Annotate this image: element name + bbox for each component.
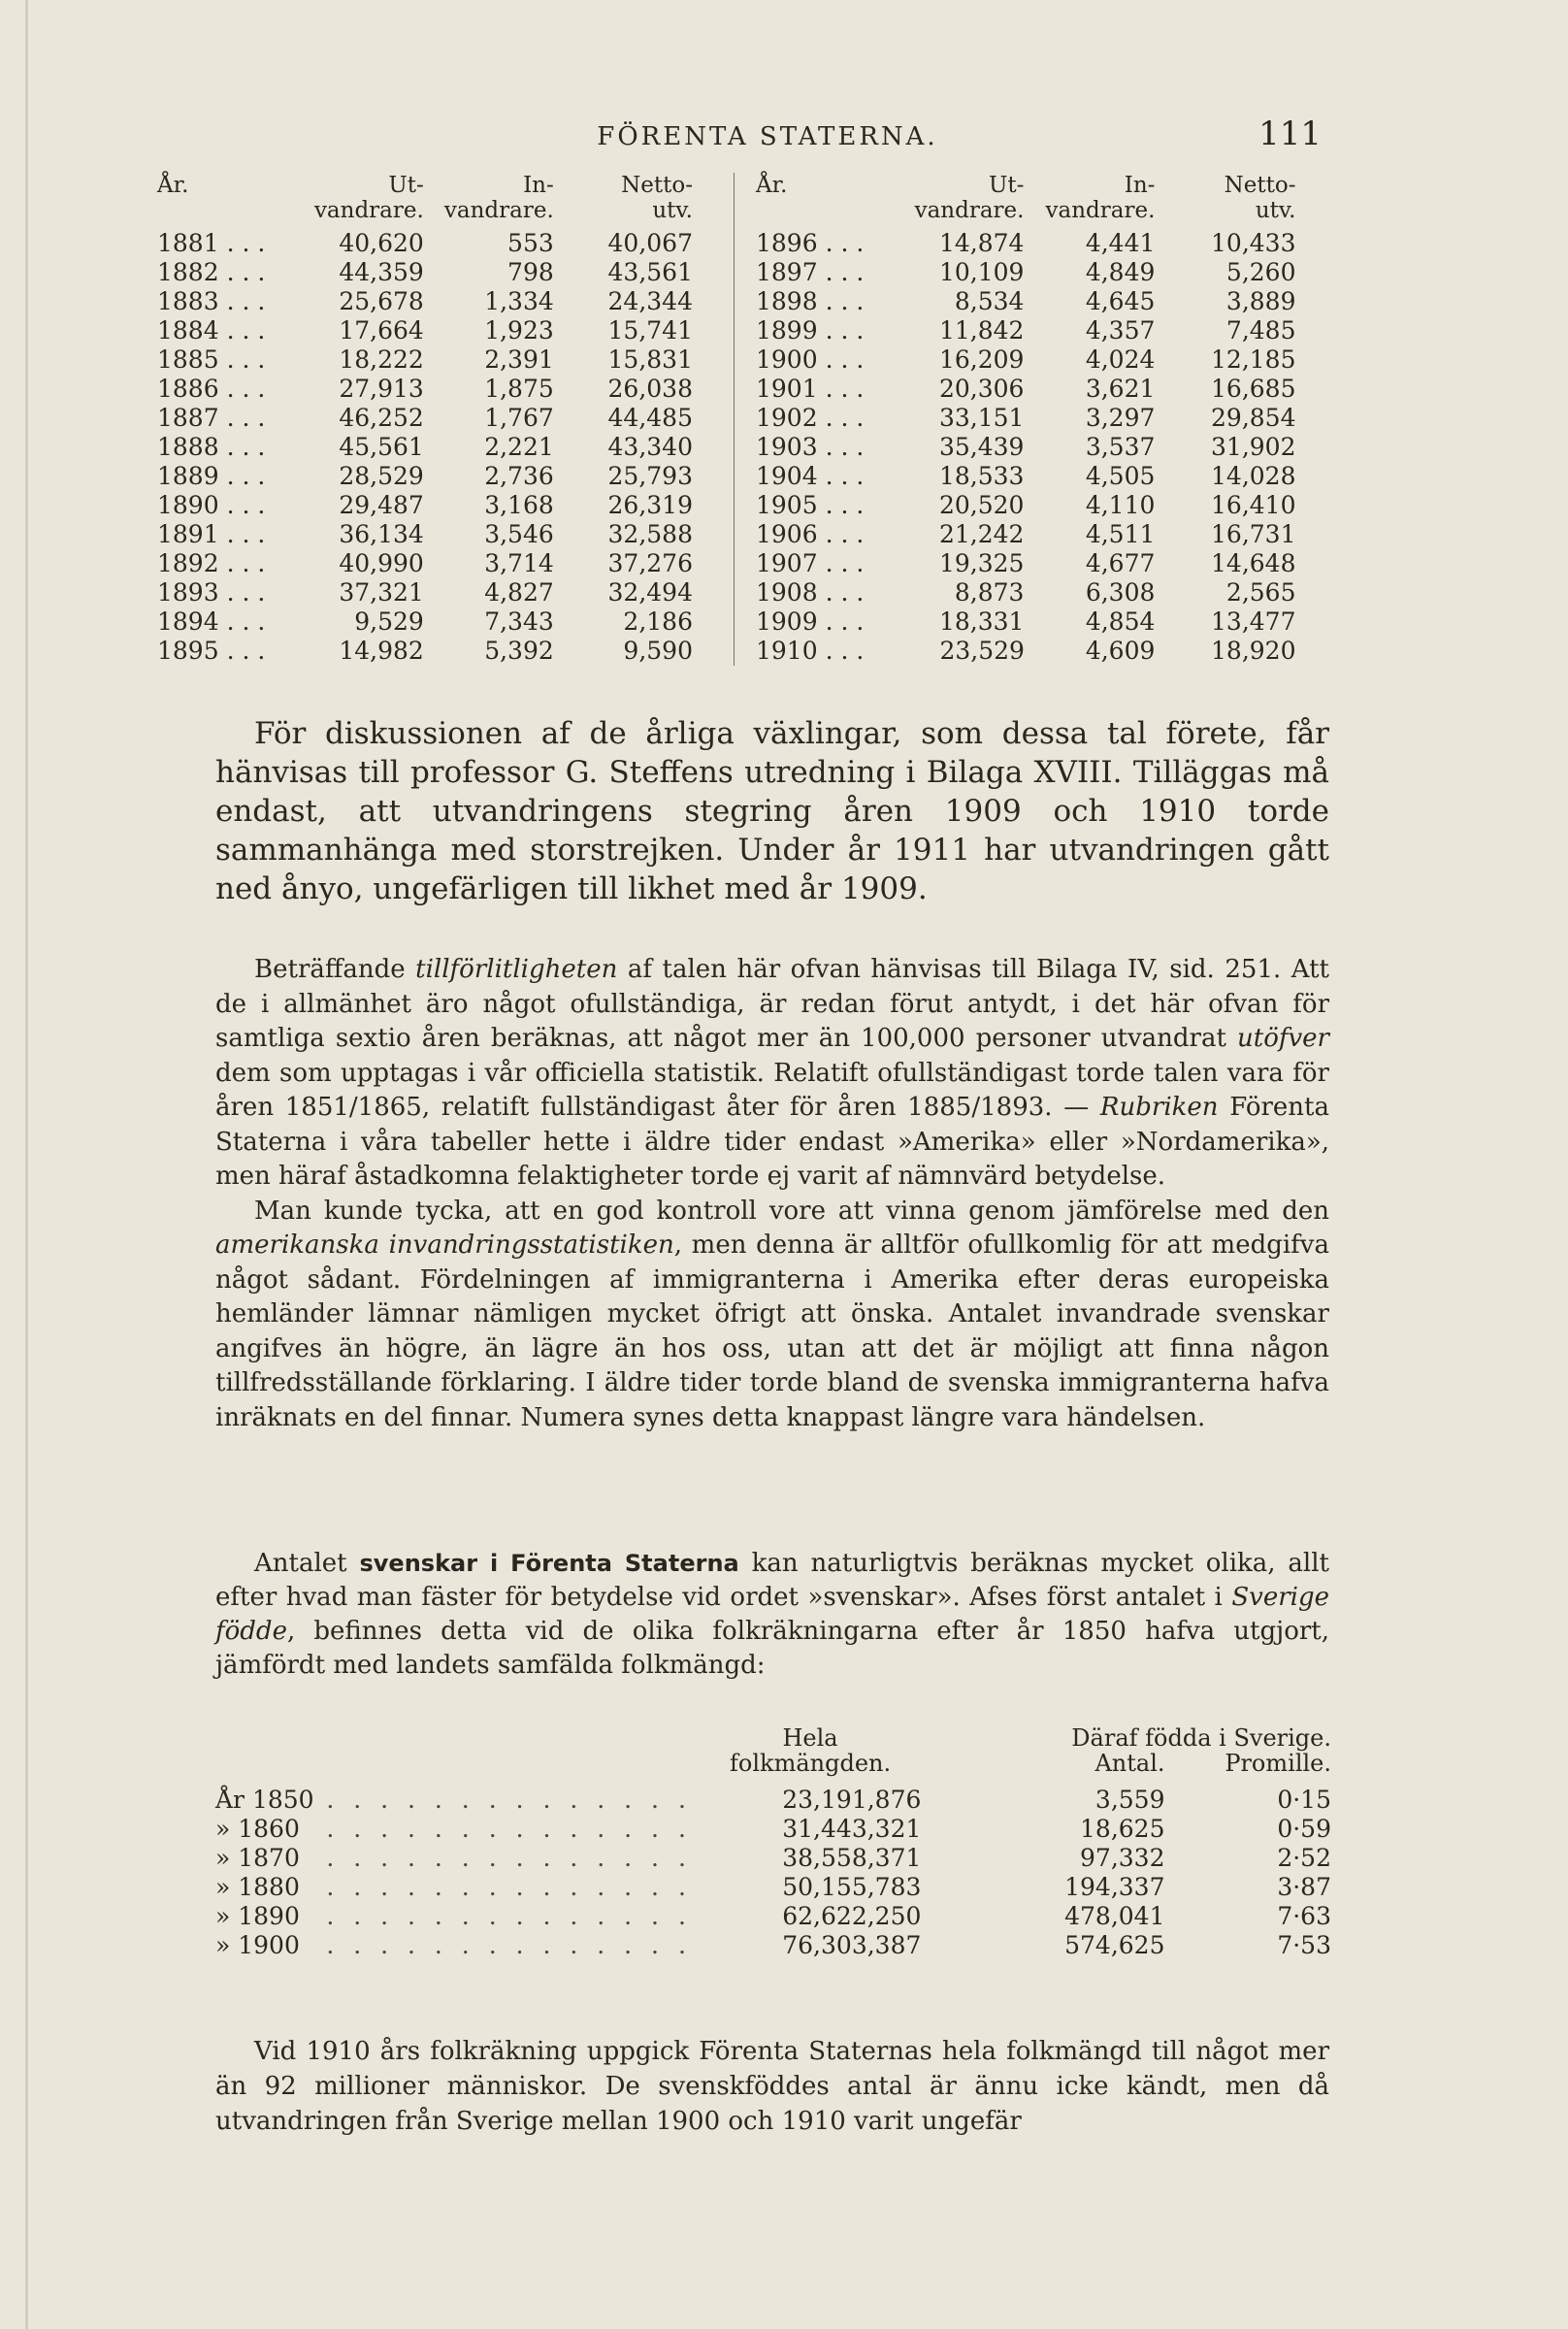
year-cell: 1891 . . . <box>157 520 266 548</box>
year-cell: 1884 . . . <box>157 316 266 344</box>
text-run: Beträffande <box>254 955 416 984</box>
permille-cell: 3·87 <box>1277 1873 1331 1901</box>
born-in-sweden-count-cell: 478,041 <box>1064 1902 1165 1930</box>
immigrants-cell: 4,511 <box>1085 520 1156 548</box>
net-cell: 15,741 <box>607 316 693 344</box>
year-cell: 1896 . . . <box>756 229 865 257</box>
table-row <box>153 404 697 433</box>
header-immigrants: In- vandrare. <box>443 173 554 223</box>
table-row <box>735 404 1300 433</box>
text-run: kan naturligtvis beräknas mycket olika, allt efter hvad man fäster för betydelse vid ordet »svenskar». Afses först antalet i <box>215 1549 1329 1612</box>
year-cell: 1892 . . . <box>157 549 266 577</box>
immigrants-cell: 4,110 <box>1085 491 1156 519</box>
emigrants-cell: 27,913 <box>339 375 424 403</box>
emigrants-cell: 8,534 <box>954 287 1025 315</box>
emigrants-cell: 35,439 <box>938 433 1025 461</box>
emigrants-cell: 16,209 <box>938 345 1025 374</box>
leader-dots: . . . . . . . . . . . . . . <box>326 1786 692 1814</box>
emigrants-cell: 14,874 <box>938 229 1025 257</box>
immigrants-cell: 4,609 <box>1085 637 1156 665</box>
net-cell: 15,831 <box>607 345 693 374</box>
year-cell: 1883 . . . <box>157 287 266 315</box>
net-cell: 16,410 <box>1211 491 1296 519</box>
year-cell: 1910 . . . <box>756 637 865 665</box>
year-cell: 1897 . . . <box>756 258 865 286</box>
emphasis: Sverige födde <box>215 1583 1329 1646</box>
table-row <box>153 229 697 258</box>
immigrants-cell: 3,537 <box>1085 433 1156 461</box>
year-cell: 1907 . . . <box>756 549 865 577</box>
header-net: Netto- utv. <box>621 173 693 223</box>
table-row <box>735 491 1300 520</box>
table-row <box>153 433 697 462</box>
migration-table-right <box>734 173 1300 666</box>
table-row <box>735 258 1300 287</box>
population-header-row-1 <box>215 1725 1331 1751</box>
immigrants-cell: 4,357 <box>1085 316 1156 344</box>
emigrants-cell: 9,529 <box>354 607 424 636</box>
immigrants-cell: 4,677 <box>1085 549 1156 577</box>
year-cell: 1893 . . . <box>157 578 266 607</box>
total-population-cell: 76,303,387 <box>782 1931 922 1959</box>
net-cell: 26,319 <box>607 491 693 519</box>
table-row <box>735 637 1300 666</box>
born-in-sweden-count-cell: 97,332 <box>1080 1844 1165 1872</box>
header-count: Antal. <box>1094 1750 1165 1777</box>
header-emigrants: Ut- vandrare. <box>914 173 1025 223</box>
immigrants-cell: 4,827 <box>484 578 554 607</box>
leader-dots: . . . . . . . . . . . . . . <box>326 1815 692 1843</box>
table-row <box>735 316 1300 345</box>
permille-cell: 7·53 <box>1277 1931 1331 1959</box>
paragraph-reliability-part2 <box>215 1195 1329 1436</box>
population-table <box>215 1725 1331 1960</box>
year-cell: År 1850 <box>215 1786 314 1814</box>
table-row <box>735 287 1300 316</box>
migration-table-left <box>153 173 697 666</box>
net-cell: 10,433 <box>1211 229 1296 257</box>
net-cell: 43,561 <box>607 258 693 286</box>
text-run: , men denna är alltför ofullkomlig för att medgifva något sådant. Fördelningen af immigranterna i Amerika efter deras europeiska hemländer lämnar nämligen mycket öfrigt att önska. Antalet invandrade svenskar angifves än högre, än lägre än hos oss, utan att det är möjligt att finna någon tillfredsställande förklaring. I äldre tider torde bland de svenska immigranterna hafva inräknats en del finnar. Numera synes detta knappast längre vara händelsen. <box>215 1230 1329 1432</box>
text-run: Förenta Staterna i våra tabeller hette i äldre tider endast »Amerika» eller »Nordamerika», men häraf åstadkomna felaktigheter torde ej varit af nämnvärd betydelse. <box>215 1093 1330 1191</box>
emigrants-cell: 21,242 <box>938 520 1025 548</box>
table-row <box>153 578 697 607</box>
emphasis: Rubriken <box>1099 1093 1219 1122</box>
header-emigrants: Ut- vandrare. <box>313 173 424 223</box>
permille-cell: 0·59 <box>1277 1815 1331 1843</box>
total-population-cell: 62,622,250 <box>782 1902 922 1930</box>
paragraph-reliability-part1 <box>215 953 1329 1195</box>
table-row <box>735 375 1300 404</box>
text-run: , befinnes detta vid de olika folkräkningarna efter år 1850 hafva utgjort, jämfördt med landets samfälda folkmängd: <box>215 1617 1329 1680</box>
permille-cell: 2·52 <box>1277 1844 1331 1872</box>
emigrants-cell: 36,134 <box>339 520 424 548</box>
year-cell: 1887 . . . <box>157 404 266 432</box>
table-row <box>735 578 1300 607</box>
net-cell: 44,485 <box>607 404 693 432</box>
emigrants-cell: 40,990 <box>339 549 424 577</box>
table-row <box>735 607 1300 637</box>
born-in-sweden-count-cell: 574,625 <box>1064 1931 1165 1959</box>
immigrants-cell: 3,714 <box>484 549 554 577</box>
emigrants-cell: 40,620 <box>339 229 424 257</box>
net-cell: 32,494 <box>607 578 693 607</box>
net-cell: 9,590 <box>623 637 693 665</box>
table-row <box>153 345 697 375</box>
population-row <box>215 1873 1331 1902</box>
population-row <box>215 1844 1331 1873</box>
paragraph-swedes-in-us <box>215 1547 1329 1683</box>
table-row <box>153 462 697 491</box>
population-row <box>215 1786 1331 1815</box>
total-population-cell: 38,558,371 <box>782 1844 922 1872</box>
emigrants-cell: 17,664 <box>339 316 424 344</box>
immigrants-cell: 5,392 <box>484 637 554 665</box>
immigrants-cell: 1,334 <box>484 287 554 315</box>
page-edge <box>25 0 28 2329</box>
header-born-in-sweden: Däraf födda i Sverige. <box>1071 1724 1331 1752</box>
table-header-row <box>153 173 697 229</box>
year-cell: 1903 . . . <box>756 433 865 461</box>
population-row <box>215 1815 1331 1844</box>
net-cell: 12,185 <box>1211 345 1296 374</box>
table-row <box>735 433 1300 462</box>
born-in-sweden-count-cell: 3,559 <box>1094 1786 1165 1814</box>
table-row <box>153 607 697 637</box>
year-cell: 1888 . . . <box>157 433 266 461</box>
year-cell: 1886 . . . <box>157 375 266 403</box>
year-cell: 1906 . . . <box>756 520 865 548</box>
year-cell: 1898 . . . <box>756 287 865 315</box>
year-cell: » 1860 <box>215 1815 300 1843</box>
net-cell: 43,340 <box>607 433 693 461</box>
emigrants-cell: 18,331 <box>938 607 1025 636</box>
emigrants-cell: 46,252 <box>339 404 424 432</box>
total-population-cell: 23,191,876 <box>782 1786 922 1814</box>
text-run: Man kunde tycka, att en god kontroll vore att vinna genom jämförelse med den <box>254 1196 1329 1226</box>
immigrants-cell: 7,343 <box>484 607 554 636</box>
immigrants-cell: 3,546 <box>484 520 554 548</box>
emigrants-cell: 28,529 <box>339 462 424 490</box>
header-year: År. <box>157 173 189 198</box>
emigrants-cell: 14,982 <box>339 637 424 665</box>
year-cell: 1901 . . . <box>756 375 865 403</box>
net-cell: 14,648 <box>1211 549 1296 577</box>
net-cell: 25,793 <box>607 462 693 490</box>
table-row <box>153 491 697 520</box>
table-row <box>153 637 697 666</box>
year-cell: 1902 . . . <box>756 404 865 432</box>
emigrants-cell: 18,222 <box>339 345 424 374</box>
table-row <box>735 462 1300 491</box>
immigrants-cell: 3,621 <box>1085 375 1156 403</box>
immigrants-cell: 2,391 <box>484 345 554 374</box>
net-cell: 26,038 <box>607 375 693 403</box>
total-population-cell: 31,443,321 <box>782 1815 922 1843</box>
leader-dots: . . . . . . . . . . . . . . <box>326 1902 692 1930</box>
emigrants-cell: 20,520 <box>938 491 1025 519</box>
population-row <box>215 1902 1331 1931</box>
table-row <box>735 345 1300 375</box>
year-cell: 1905 . . . <box>756 491 865 519</box>
emigrants-cell: 10,109 <box>938 258 1025 286</box>
text-run: Antalet <box>254 1549 360 1578</box>
net-cell: 16,731 <box>1211 520 1296 548</box>
table-header-row <box>735 173 1300 229</box>
immigrants-cell: 4,505 <box>1085 462 1156 490</box>
immigrants-cell: 1,923 <box>484 316 554 344</box>
immigrants-cell: 2,221 <box>484 433 554 461</box>
emigrants-cell: 25,678 <box>339 287 424 315</box>
header-immigrants: In- vandrare. <box>1045 173 1156 223</box>
permille-cell: 7·63 <box>1277 1902 1331 1930</box>
emigrants-cell: 18,533 <box>938 462 1025 490</box>
emphasis: tillförlitligheten <box>415 955 618 984</box>
net-cell: 31,902 <box>1211 433 1296 461</box>
net-cell: 5,260 <box>1225 258 1296 286</box>
emigrants-cell: 19,325 <box>938 549 1025 577</box>
net-cell: 14,028 <box>1211 462 1296 490</box>
year-cell: 1894 . . . <box>157 607 266 636</box>
immigrants-cell: 4,441 <box>1085 229 1156 257</box>
leader-dots: . . . . . . . . . . . . . . <box>326 1844 692 1872</box>
emigrants-cell: 33,151 <box>938 404 1025 432</box>
header-year: År. <box>756 173 788 198</box>
emigrants-cell: 23,529 <box>939 637 1025 665</box>
header-net: Netto- utv. <box>1224 173 1296 223</box>
born-in-sweden-count-cell: 18,625 <box>1080 1815 1165 1843</box>
year-cell: 1882 . . . <box>157 258 266 286</box>
table-row <box>153 316 697 345</box>
table-row <box>735 549 1300 578</box>
immigrants-cell: 4,849 <box>1085 258 1156 286</box>
year-cell: 1909 . . . <box>756 607 865 636</box>
immigrants-cell: 4,854 <box>1085 607 1156 636</box>
immigrants-cell: 798 <box>507 258 554 286</box>
immigrants-cell: 4,645 <box>1085 287 1156 315</box>
emigrants-cell: 20,306 <box>938 375 1025 403</box>
paragraph1-text: För diskussionen af de årliga växlingar, som dessa tal förete, får hänvisas till professor G. Steffens utredning i Bilaga XVIII. Tilläggas må endast, att utvandringens stegring åren 1909 och 1910 torde sammanhänga med storstrejken. Under år 1911 har utvandringen gått ned ånyo, ungefärligen till likhet med år 1909. <box>215 716 1329 906</box>
text-run: dem som upptagas i vår officiella statistik. Relatift ofullständigast torde talen vara för åren 1851/1865, relatift fullständigast åter för åren 1885/1893. — <box>215 1058 1329 1122</box>
table-row <box>735 520 1300 549</box>
net-cell: 18,920 <box>1211 637 1296 665</box>
running-title: FÖRENTA STATERNA. <box>597 122 938 151</box>
paragraph-census-1910 <box>215 2034 1329 2139</box>
immigrants-cell: 553 <box>507 229 554 257</box>
immigrants-cell: 3,168 <box>484 491 554 519</box>
immigrants-cell: 1,875 <box>484 375 554 403</box>
net-cell: 32,588 <box>607 520 693 548</box>
table-row <box>153 520 697 549</box>
table-row <box>153 287 697 316</box>
year-cell: 1899 . . . <box>756 316 865 344</box>
year-cell: » 1890 <box>215 1902 300 1930</box>
immigrants-cell: 2,736 <box>484 462 554 490</box>
leader-dots: . . . . . . . . . . . . . . <box>326 1931 692 1959</box>
net-cell: 16,685 <box>1211 375 1296 403</box>
emphasis: utöfver <box>1237 1024 1329 1053</box>
year-cell: 1904 . . . <box>756 462 865 490</box>
year-cell: 1881 . . . <box>157 229 266 257</box>
year-cell: » 1900 <box>215 1931 300 1959</box>
emigrants-cell: 29,487 <box>339 491 424 519</box>
text-run: af talen här ofvan hänvisas till Bilaga IV, sid. 251. Att de i allmänhet äro något ofullständiga, är redan förut antydt, i det här ofvan för samtliga sextio åren beräknas, att något mer än 100,000 personer utvandrat <box>215 955 1329 1053</box>
table-row <box>153 549 697 578</box>
header-permille: Promille. <box>1225 1750 1331 1777</box>
heading-emphasis: svenskar i Förenta Staterna <box>359 1550 739 1577</box>
net-cell: 7,485 <box>1225 316 1296 344</box>
net-cell: 3,889 <box>1225 287 1296 315</box>
total-population-cell: 50,155,783 <box>782 1873 922 1901</box>
net-cell: 29,854 <box>1211 404 1296 432</box>
emigrants-cell: 8,873 <box>954 578 1025 607</box>
immigrants-cell: 3,297 <box>1085 404 1156 432</box>
year-cell: » 1880 <box>215 1873 300 1901</box>
population-row <box>215 1931 1331 1960</box>
header-total-population: Hela folkmängden. <box>730 1724 892 1777</box>
net-cell: 2,186 <box>623 607 693 636</box>
paragraph-storstrejk <box>215 714 1329 908</box>
table-row <box>153 375 697 404</box>
table-row <box>735 229 1300 258</box>
leader-dots: . . . . . . . . . . . . . . <box>326 1873 692 1901</box>
emigrants-cell: 45,561 <box>339 433 424 461</box>
year-cell: 1890 . . . <box>157 491 266 519</box>
page-header <box>213 115 1322 163</box>
emigrants-cell: 11,842 <box>938 316 1025 344</box>
net-cell: 24,344 <box>607 287 693 315</box>
year-cell: 1895 . . . <box>157 637 266 665</box>
paragraph-reliability <box>215 953 1329 1435</box>
born-in-sweden-count-cell: 194,337 <box>1064 1873 1165 1901</box>
emigrants-cell: 37,321 <box>339 578 424 607</box>
table-row <box>153 258 697 287</box>
immigrants-cell: 6,308 <box>1085 578 1156 607</box>
page-number: 111 <box>1258 115 1322 153</box>
emphasis: amerikanska invandringsstatistiken <box>215 1230 674 1260</box>
year-cell: » 1870 <box>215 1844 300 1872</box>
net-cell: 37,276 <box>607 549 693 577</box>
year-cell: 1908 . . . <box>756 578 865 607</box>
year-cell: 1889 . . . <box>157 462 266 490</box>
permille-cell: 0·15 <box>1277 1786 1331 1814</box>
immigrants-cell: 4,024 <box>1085 345 1156 374</box>
net-cell: 2,565 <box>1225 578 1296 607</box>
emigrants-cell: 44,359 <box>339 258 424 286</box>
immigrants-cell: 1,767 <box>484 404 554 432</box>
year-cell: 1885 . . . <box>157 345 266 374</box>
net-cell: 13,477 <box>1211 607 1296 636</box>
net-cell: 40,067 <box>607 229 693 257</box>
paragraph4-text: Vid 1910 års folkräkning uppgick Förenta Staternas hela folkmängd till något mer än 92 millioner människor. De svenskföddes antal är ännu icke kändt, men då utvandringen från Sverige mellan 1900 och 1910 varit ungefär <box>215 2037 1329 2136</box>
year-cell: 1900 . . . <box>756 345 865 374</box>
